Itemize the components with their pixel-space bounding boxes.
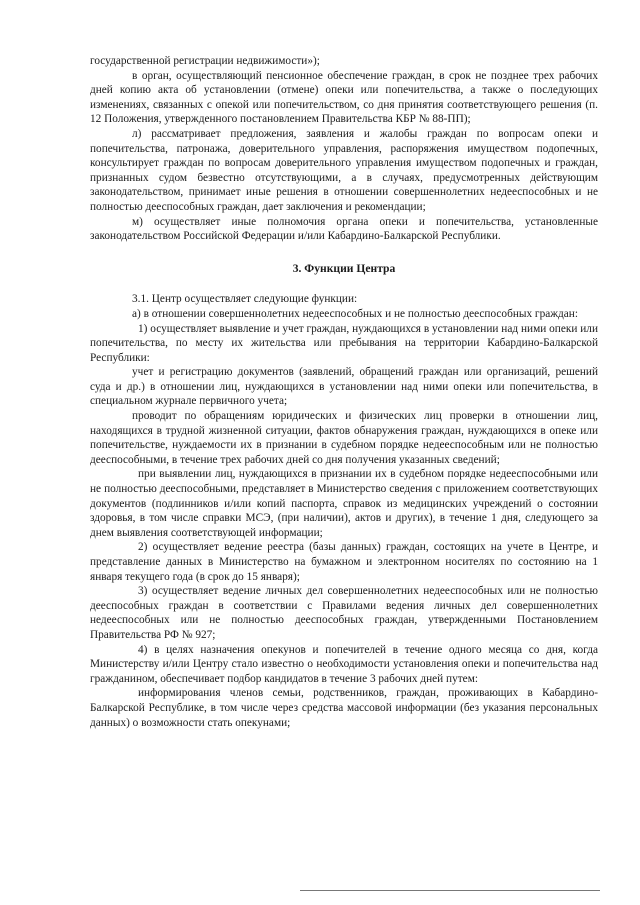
paragraph-item-4: 4) в целях назначения опекунов и попечителей в течение одного месяца со дня, когда Министерству и/или Центру стало известно о необходимости установления опеки и попечительства над гражданином, обеспечивает подбор кандидатов в течение 3 рабочих дней путем: [90, 643, 598, 685]
paragraph-item-l: л) рассматривает предложения, заявления и жалобы граждан по вопросам опеки и попечительства, патронажа, доверительного управления, распоряжения имуществом подопечных, консультирует граждан по вопросам доверительного управления имуществом подопечных и граждан, признанных судом безвестно отсутствующими, а в случаях, предусмотренных действующим законодательством, принимает иные решения в отношении совершеннолетних недееспособных и не полностью дееспособных граждан, дает заключения и рекомендации; [90, 127, 598, 213]
paragraph-item-3: 3) осуществляет ведение личных дел совершеннолетних недееспособных или не полностью дееспособных граждан в соответствии с Правилами ведения личных дел совершеннолетних недееспособных или не полностью дееспособных граждан, утвержденными Постановлением Правительства РФ № 927; [90, 585, 598, 641]
paragraph-registration: учет и регистрацию документов (заявлений, обращений граждан или организаций, решений суда и др.) в отношении лиц, нуждающихся в установлении над ними опеки или попечительства, в специальном журнале первичного учета; [90, 366, 598, 408]
paragraph-item-m: м) осуществляет иные полномочия органа опеки и попечительства, установленные законодательством Российской Федерации и/или Кабардино-Балкарской Республики. [90, 215, 598, 243]
paragraph-item-a: а) в отношении совершеннолетних недееспособных и не полностью дееспособных граждан: [132, 307, 578, 320]
paragraph-item-2: 2) осуществляет ведение реестра (базы данных) граждан, состоящих на учете в Центре, и представление данных в Министерство на бумажном и электронном носителях по состоянию на 1 января текущего года (в срок до 15 января); [90, 541, 598, 583]
paragraph-identification: при выявлении лиц, нуждающихся в признании их в судебном порядке недееспособными или не полностью дееспособными, представляет в Министерство сведения с приложением соответствующих документов (подлинников и/или копий паспорта, справок из медицинских учреждений о состоянии здоровья, в том числе справки МСЭ, (при наличии), актов и других), в течение 1 дня, следующего за днем выявления соответствующей информации; [90, 468, 598, 539]
paragraph-pension-notice: в орган, осуществляющий пенсионное обеспечение граждан, в срок не позднее трех рабочих дней копию акта об установлении (отмене) опеки или попечительства, а также о последующих изменениях, связанных с опекой или попечительством, со дня принятия соответствующего решения (п. 12 Положения, утвержденного постановлением Правительства КБР № 88-ПП); [90, 69, 598, 126]
footer-rule [300, 890, 600, 891]
paragraph-continuation: государственной регистрации недвижимости»); [90, 55, 320, 67]
paragraph-item-1: 1) осуществляет выявление и учет граждан, нуждающихся в установлении над ними опеки или попечительства, по месту их жительства или пребывания на территории Кабардино-Балкарской Республики: [90, 322, 598, 364]
paragraph-informing: информирования членов семьи, родственников, граждан, проживающих в Кабардино-Балкарской Республике, в том числе через средства массовой информации (без указания персональных данных) о возможности стать опекунами; [90, 687, 598, 729]
paragraph-3-1: 3.1. Центр осуществляет следующие функции: [132, 293, 358, 306]
section-heading: 3. Функции Центра [292, 261, 396, 275]
paragraph-inspections: проводит по обращениям юридических и физических лиц проверки в отношении лиц, находящихся в трудной жизненной ситуации, фактов обнаружения граждан, нуждающихся в опеке или попечительстве, нуждаемости их в признании в судебном порядке недееспособным или не полностью дееспособными, в течение трех рабочих дней со дня получения указанных сведений; [90, 410, 598, 466]
